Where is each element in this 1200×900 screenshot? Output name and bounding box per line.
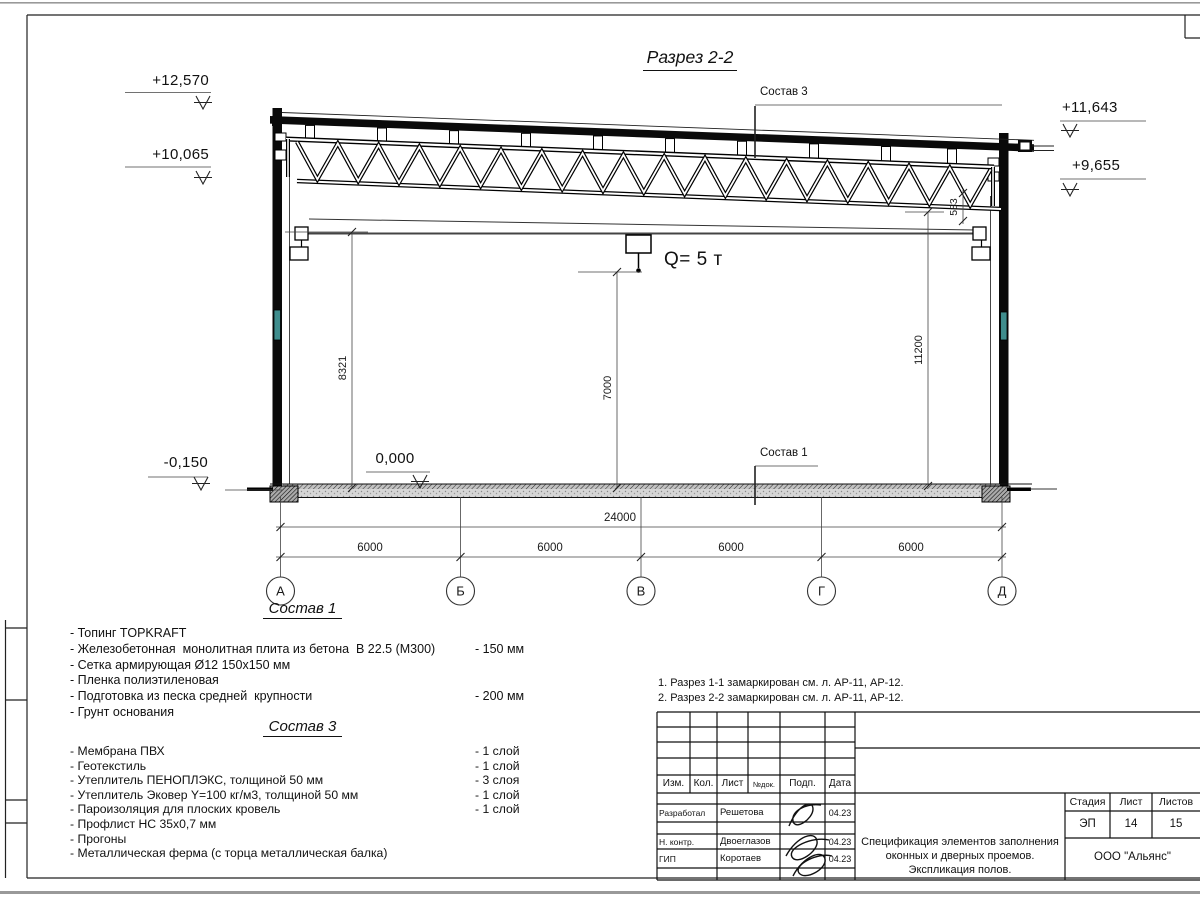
sheet-notes <box>658 676 904 705</box>
composition-item-text: - Грунт основания <box>70 704 175 719</box>
axis-b: Б <box>456 583 465 599</box>
composition-item <box>70 759 535 774</box>
elevation-left-mid: +10,065 <box>152 146 209 163</box>
composition-item <box>70 642 535 658</box>
doc-title-line: оконных и дверных проемов. <box>885 849 1035 862</box>
stamp-sheets-value: 15 <box>1169 818 1183 830</box>
stamp-doc-title <box>857 836 1063 877</box>
doc-title-line: Спецификация элементов заполнения <box>861 836 1059 848</box>
stamp-stage-header: Стадия <box>1069 796 1106 808</box>
axis-labels <box>276 584 1006 599</box>
stamp-col-dok: №док. <box>753 780 775 789</box>
stamp-stage-value: ЭП <box>1079 818 1096 830</box>
composition-item-text: - Мембрана ПВХ <box>70 744 165 758</box>
composition-item-value: - 3 слоя <box>475 773 520 788</box>
column-left <box>273 108 283 490</box>
stamp-company: ООО "Альянс" <box>1094 851 1171 863</box>
composition-3-items <box>70 744 535 861</box>
stamp-col-list: Лист <box>721 778 744 789</box>
crane-capacity-label: Q= 5 т <box>664 249 723 270</box>
axis-d: Д <box>997 583 1007 599</box>
stamp-role-gip: ГИП <box>659 854 676 864</box>
crane-trolley <box>626 235 651 273</box>
stamp-sheet-value: 14 <box>1124 818 1138 830</box>
elevation-right-mid: +9,655 <box>1072 157 1121 174</box>
ground-dash-right <box>1007 488 1031 492</box>
column-right <box>999 133 1009 490</box>
ground-dash-left <box>247 488 273 492</box>
roof-left-step <box>272 116 282 126</box>
stamp-sheets-header: Листов <box>1158 796 1194 808</box>
composition-item-text: - Металлическая ферма (с торца металлическая балка) <box>70 846 388 861</box>
girt-marker-left <box>274 310 281 340</box>
roof-right-tails <box>1032 146 1054 151</box>
composition-item-value: - 1 слой <box>475 758 520 773</box>
drawing-title <box>595 47 785 71</box>
stamp-role-developer: Разработал <box>659 808 706 818</box>
composition-item <box>70 832 535 847</box>
foundation-pad-left <box>270 486 298 502</box>
composition-1-items <box>70 626 535 721</box>
composition-item-text: - Железобетонная монолитная плита из бетона В 22.5 (М300) <box>70 641 436 656</box>
composition-item-value: - 1 слой <box>475 744 520 758</box>
foundation-pad-right <box>982 486 1010 502</box>
girt-marker-right <box>1001 312 1008 340</box>
dim-8321: 8321 <box>337 355 349 381</box>
ceiling-line <box>309 219 976 230</box>
wall-inner-lines <box>290 163 991 484</box>
axis-a: А <box>276 583 285 599</box>
composition-item <box>70 773 535 788</box>
floor-bedding <box>283 489 1000 498</box>
frame-outer-top <box>0 2 1200 4</box>
dim-24000: 24000 <box>604 512 636 524</box>
note-line: 2. Разрез 2-2 замаркирован см. л. АР-11, АР-12. <box>658 691 904 704</box>
roof-right-end-plate <box>1021 143 1030 150</box>
composition-item-value: - 1 слой <box>475 787 520 802</box>
composition-item-value: - 200 мм <box>475 689 525 704</box>
composition-item-text: - Профлист НС 35х0,7 мм <box>70 816 217 831</box>
composition-item-text: - Пароизоляция для плоских кровель <box>70 802 281 817</box>
composition-item <box>70 744 535 759</box>
composition-item-text: - Утеплитель Эковер Y=100 кг/м3, толщиной 50 мм <box>70 787 359 802</box>
steel-truss <box>286 125 1001 209</box>
stamp-col-podp: Подп. <box>789 778 816 789</box>
composition-item <box>70 658 535 674</box>
stamp-name-developer: Решетова <box>720 807 764 818</box>
elevation-left-top: +12,570 <box>152 72 209 89</box>
composition-item-text: - Прогоны <box>70 831 127 846</box>
composition-item <box>70 802 535 817</box>
elevation-right-top: +11,643 <box>1062 99 1118 116</box>
stamp-sheet-header: Лист <box>1119 796 1143 808</box>
frame-outer-bottom <box>0 891 1200 894</box>
dim-6000-2: 6000 <box>537 542 563 554</box>
stamp-col-izm: Изм. <box>662 778 685 789</box>
composition-3-block <box>70 718 535 861</box>
composition-1-block <box>70 600 535 721</box>
elevation-left-bottom: -0,150 <box>163 454 208 471</box>
dim-11200: 11200 <box>913 335 925 365</box>
composition-item-text: - Геотекстиль <box>70 758 147 773</box>
composition-item-text: - Утеплитель ПЕНОПЛЭКС, толщиной 50 мм <box>70 773 324 788</box>
composition-item <box>70 817 535 832</box>
stamp-date-gip: 04.23 <box>828 854 852 864</box>
composition-item <box>70 673 535 689</box>
callout-floor-composition: Состав 1 <box>760 447 808 459</box>
composition-item-value: - 1 слой <box>475 802 520 817</box>
stamp-col-data: Дата <box>828 778 852 789</box>
axis-g: Г <box>817 583 826 599</box>
stamp-col-kol: Кол. <box>693 778 714 789</box>
composition-item-text: - Подготовка из песка средней крупности <box>70 689 313 704</box>
dim-6000-3: 6000 <box>718 542 744 554</box>
signature-1 <box>789 804 821 826</box>
composition-item <box>70 846 535 861</box>
composition-item-text: - Сетка армирующая Ø12 150х150 мм <box>70 657 291 672</box>
floor-topping <box>283 484 1000 489</box>
composition-item-text: - Пленка полиэтиленовая <box>70 673 219 688</box>
stamp-name-gip: Коротаев <box>720 853 762 864</box>
composition-item <box>70 626 535 642</box>
stamp-name-ncontrol: Двоеглазов <box>720 836 771 847</box>
drawing-title-text: Разрез 2-2 <box>643 47 738 71</box>
dim-7000: 7000 <box>602 375 614 401</box>
doc-title-line: Экспликация полов. <box>908 863 1012 876</box>
composition-3-heading: Состав 3 <box>263 718 343 737</box>
elevation-floor-zero: 0,000 <box>375 450 415 467</box>
composition-item-text: - Топинг TOPKRAFT <box>70 626 187 640</box>
dim-6000-4: 6000 <box>898 542 924 554</box>
dim-6000-1: 6000 <box>357 542 383 554</box>
axis-v: В <box>636 583 646 599</box>
stamp-date-developer: 04.23 <box>828 808 852 818</box>
callout-roof-composition: Состав 3 <box>760 86 808 98</box>
composition-item <box>70 788 535 803</box>
dim-583: 583 <box>948 198 960 216</box>
composition-item <box>70 689 535 705</box>
composition-item-value: - 150 мм <box>475 641 525 656</box>
stamp-role-ncontrol: Н. контр. <box>659 837 695 847</box>
stamp-date-ncontrol: 04.23 <box>828 837 852 847</box>
note-line: 1. Разрез 1-1 замаркирован см. л. АР-11, АР-12. <box>658 677 904 689</box>
composition-1-heading: Состав 1 <box>263 600 343 619</box>
